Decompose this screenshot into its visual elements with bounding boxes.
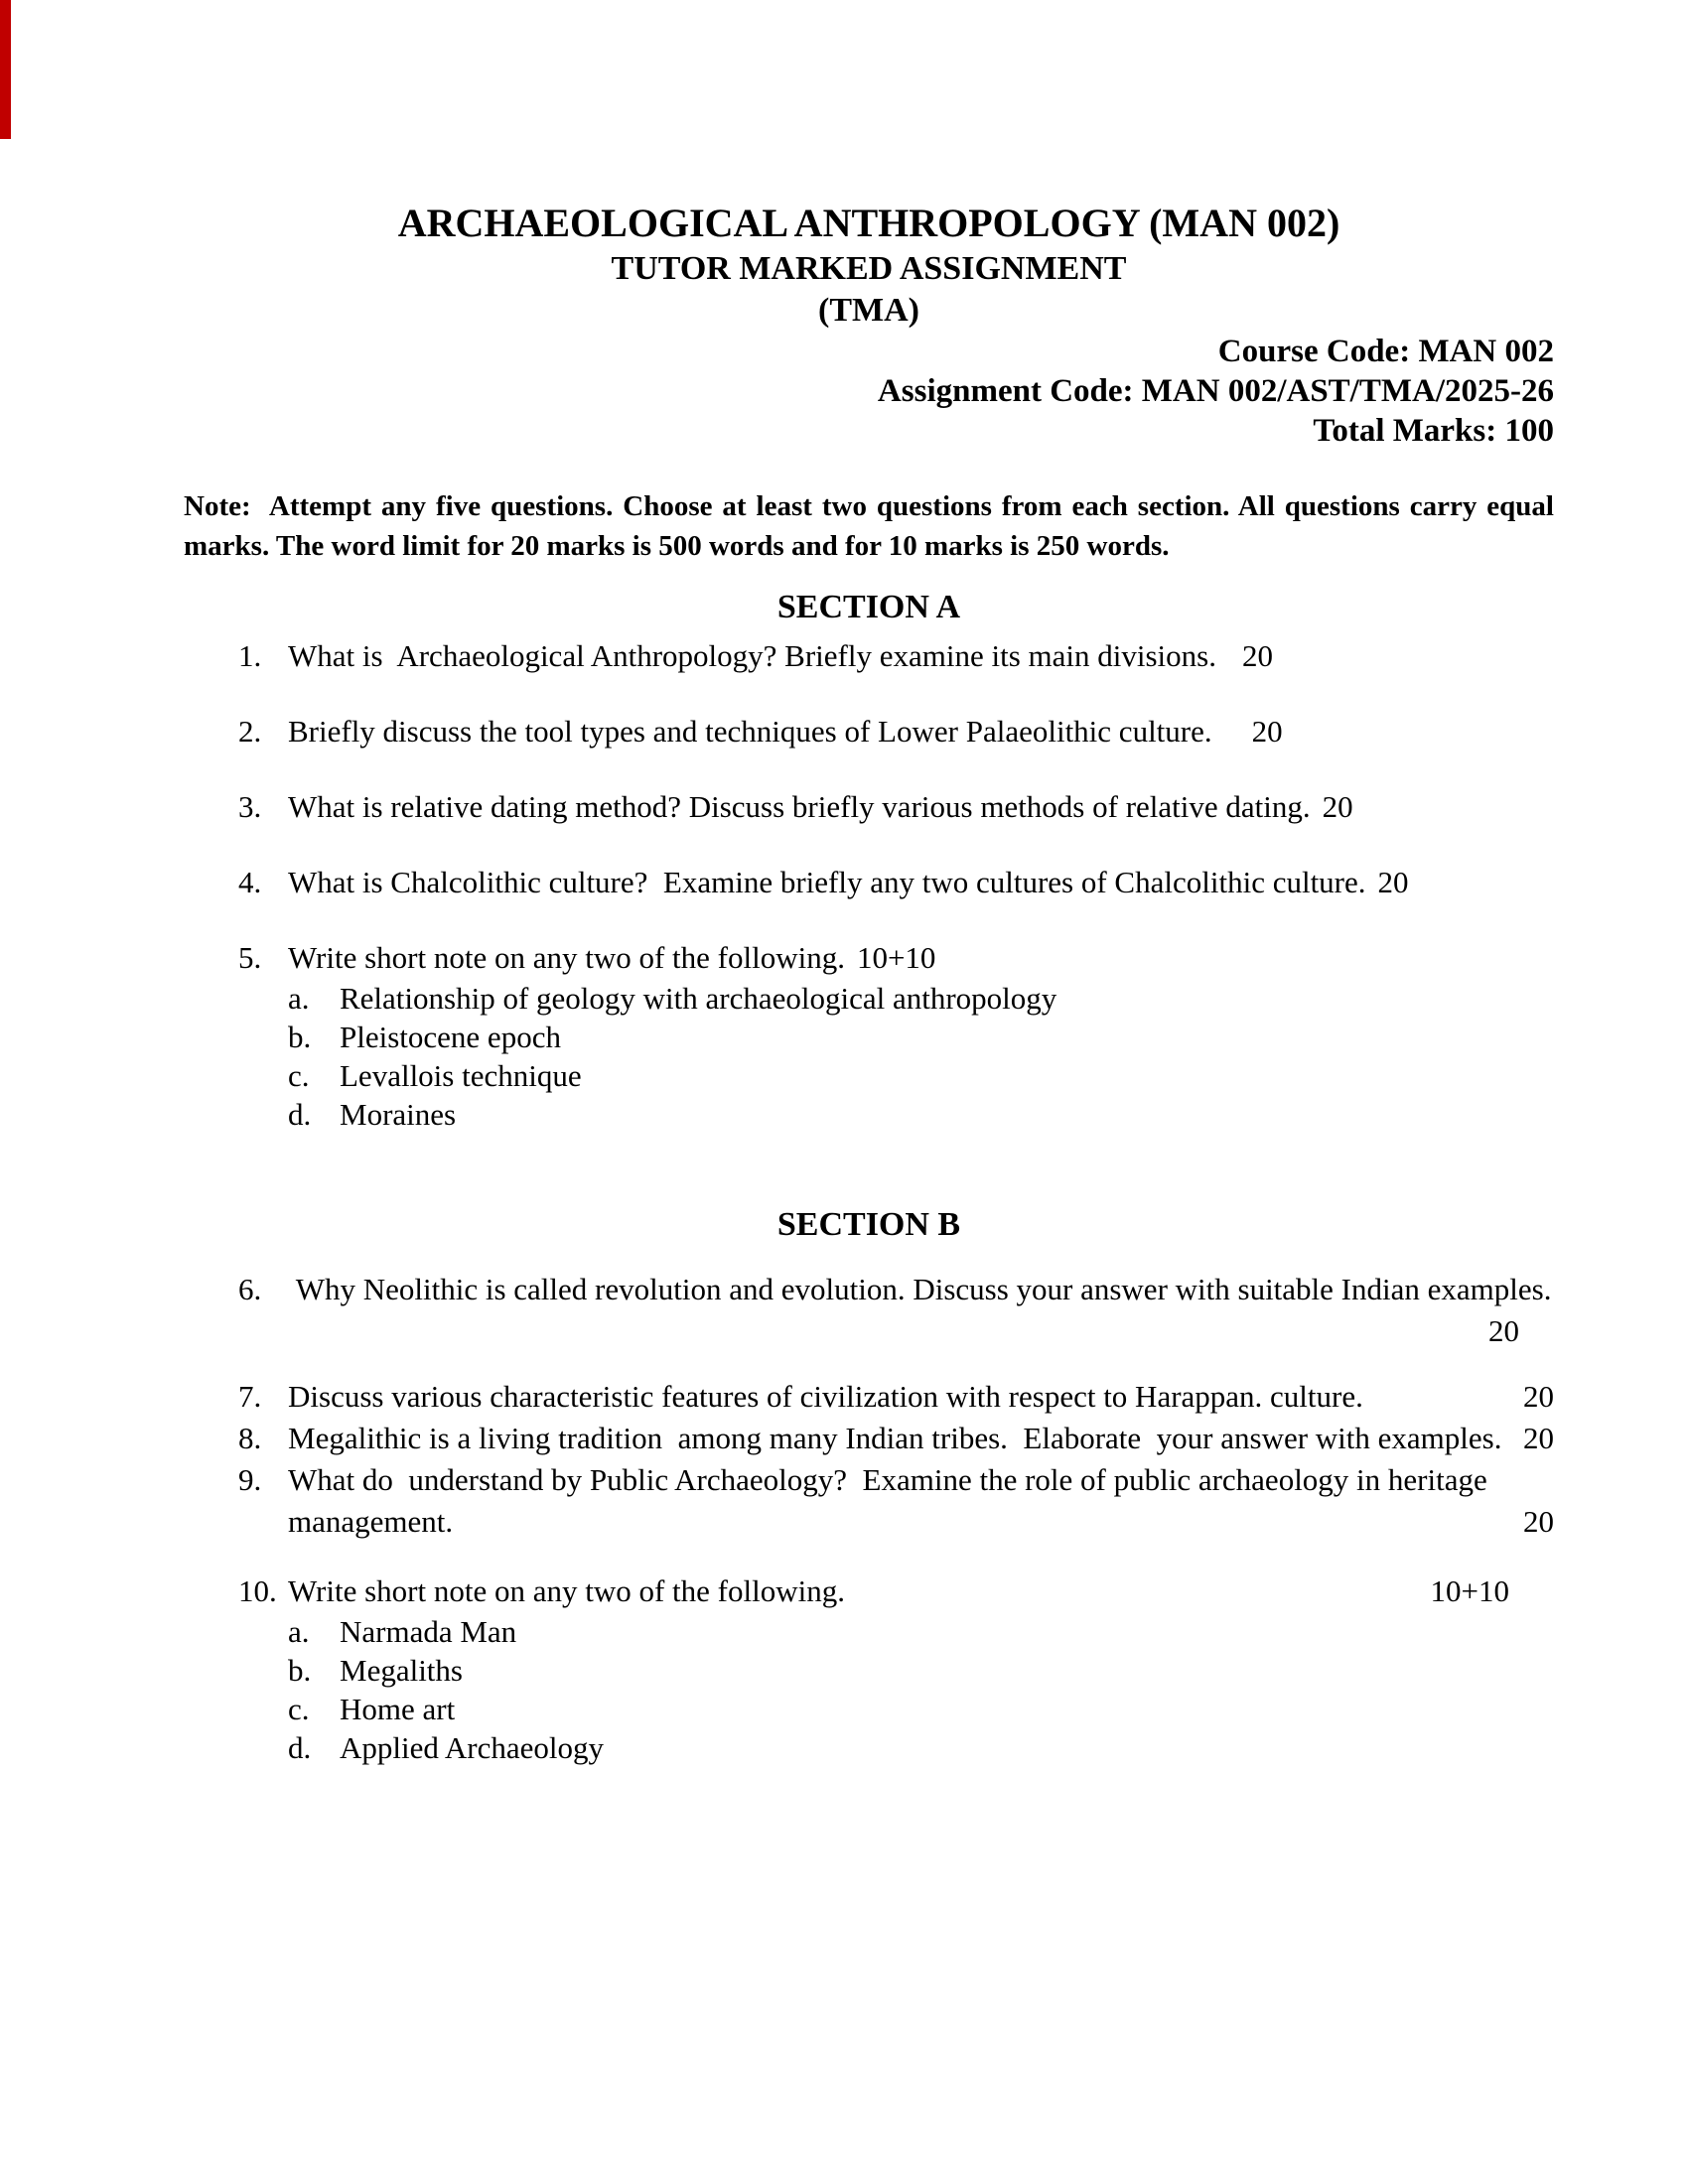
sub-question-item	[288, 1612, 1554, 1651]
question-marks: 20	[1322, 789, 1353, 824]
sub-question-item	[288, 1690, 1554, 1728]
question-line: Write short note on any two of the following. 10+10	[288, 940, 936, 975]
sub-question-item	[288, 1095, 1554, 1134]
section-heading: SECTION B	[776, 1206, 961, 1243]
question-item	[184, 1376, 1554, 1418]
course-code: Course Code: MAN 002	[1217, 334, 1554, 369]
question-number: 8.	[238, 1421, 262, 1455]
question-body	[288, 635, 1554, 677]
question-body	[288, 1459, 1554, 1543]
question-body	[288, 1269, 1554, 1352]
question-marks: 20	[1523, 1504, 1554, 1539]
question-number: 7.	[238, 1379, 262, 1414]
question-marks: 20	[1523, 1379, 1554, 1414]
question-number: 1.	[238, 638, 262, 673]
question-body	[288, 711, 1554, 752]
question-line: Discuss various characteristic features of civilization with respect to Harappan. culture. 20	[288, 1376, 1554, 1418]
question-line: What is relative dating method? Discuss briefly various methods of relative dating. 20	[288, 789, 1353, 824]
question-marks: 20	[1377, 865, 1409, 899]
question-marks: 10+10	[856, 940, 936, 975]
question-item	[184, 1570, 1554, 1767]
section-heading: SECTION A	[776, 589, 961, 625]
sub-question-letter: d.	[288, 1730, 312, 1765]
sub-question-text: Applied Archaeology	[340, 1730, 605, 1765]
scan-artifact-red-bar	[0, 0, 11, 139]
sub-question-item	[288, 1056, 1554, 1095]
sections-container	[184, 588, 1554, 1767]
sub-question-letter: c.	[288, 1058, 310, 1093]
note-paragraph: Note: Attempt any five questions. Choose at least two questions from each section. All questions carry equal marks. The word limit for 20 marks is 500 words and for 10 marks is 250 words.	[184, 490, 1554, 562]
question-item	[184, 937, 1554, 1134]
question-marks: 20	[1488, 1313, 1519, 1348]
question-body	[288, 1570, 1554, 1767]
question-line: Write short note on any two of the following. 10+10	[288, 1570, 1554, 1612]
sub-question-text: Home art	[340, 1692, 456, 1726]
question-item	[184, 1459, 1554, 1543]
sub-question-item	[288, 979, 1554, 1018]
page-title: ARCHAEOLOGICAL ANTHROPOLOGY (MAN 002)	[397, 201, 1340, 245]
sub-question-item	[288, 1728, 1554, 1767]
sub-question-letter: a.	[288, 981, 310, 1016]
sub-question-text: Relationship of geology with archaeological anthropology	[340, 981, 1057, 1016]
sub-question-text: Moraines	[340, 1097, 457, 1132]
sub-question-text: Megaliths	[340, 1653, 463, 1688]
question-number: 4.	[238, 865, 262, 899]
assignment-type-heading: TUTOR MARKED ASSIGNMENT	[611, 250, 1127, 287]
question-marks: 20	[1251, 714, 1283, 749]
sub-question-list	[288, 979, 1554, 1134]
question-item	[184, 786, 1554, 828]
question-number: 5.	[238, 940, 262, 975]
question-body	[288, 1418, 1554, 1459]
question-line: Why Neolithic is called revolution and evolution. Discuss your answer with suitable Indian examples. 20	[288, 1269, 1554, 1310]
sub-question-list	[288, 1612, 1554, 1767]
question-marks: 10+10	[1430, 1573, 1509, 1608]
header-codes-block	[184, 332, 1554, 451]
question-item	[184, 635, 1554, 677]
question-item	[184, 862, 1554, 903]
sub-question-text: Narmada Man	[340, 1614, 517, 1649]
sub-question-letter: c.	[288, 1692, 310, 1726]
question-marks: 20	[1241, 638, 1273, 673]
question-item	[184, 1418, 1554, 1459]
sub-question-letter: a.	[288, 1614, 310, 1649]
question-number: 9.	[238, 1462, 262, 1497]
question-line: Briefly discuss the tool types and techniques of Lower Palaeolithic culture. 20	[288, 714, 1283, 749]
question-item	[184, 711, 1554, 752]
total-marks: Total Marks: 100	[1313, 413, 1554, 449]
sub-question-text: Levallois technique	[340, 1058, 582, 1093]
question-body	[288, 786, 1554, 828]
sub-question-letter: b.	[288, 1653, 312, 1688]
sub-question-item	[288, 1651, 1554, 1690]
document-content	[184, 0, 1554, 1767]
question-body	[288, 1376, 1554, 1418]
question-number: 6.	[238, 1272, 262, 1306]
question-number: 2.	[238, 714, 262, 749]
question-marks: 20	[1523, 1421, 1554, 1455]
question-line: Megalithic is a living tradition among many Indian tribes. Elaborate your answer with examples. 20	[288, 1418, 1554, 1459]
question-item	[184, 1269, 1554, 1352]
question-body	[288, 937, 1554, 1134]
assignment-code: Assignment Code: MAN 002/AST/TMA/2025-26	[877, 373, 1554, 409]
question-line: What do understand by Public Archaeology? Examine the role of public archaeology in heritage management. 20	[288, 1459, 1554, 1543]
sub-question-text: Pleistocene epoch	[340, 1020, 561, 1054]
assignment-type-abbreviation: (TMA)	[818, 292, 919, 329]
question-body	[288, 862, 1554, 903]
sub-question-item	[288, 1018, 1554, 1056]
question-number: 3.	[238, 789, 262, 824]
question-number: 10.	[238, 1573, 277, 1608]
sub-question-letter: d.	[288, 1097, 312, 1132]
sub-question-letter: b.	[288, 1020, 312, 1054]
question-line: What is Archaeological Anthropology? Briefly examine its main divisions. 20	[288, 638, 1273, 673]
question-line: What is Chalcolithic culture? Examine briefly any two cultures of Chalcolithic culture. 20	[288, 865, 1409, 899]
